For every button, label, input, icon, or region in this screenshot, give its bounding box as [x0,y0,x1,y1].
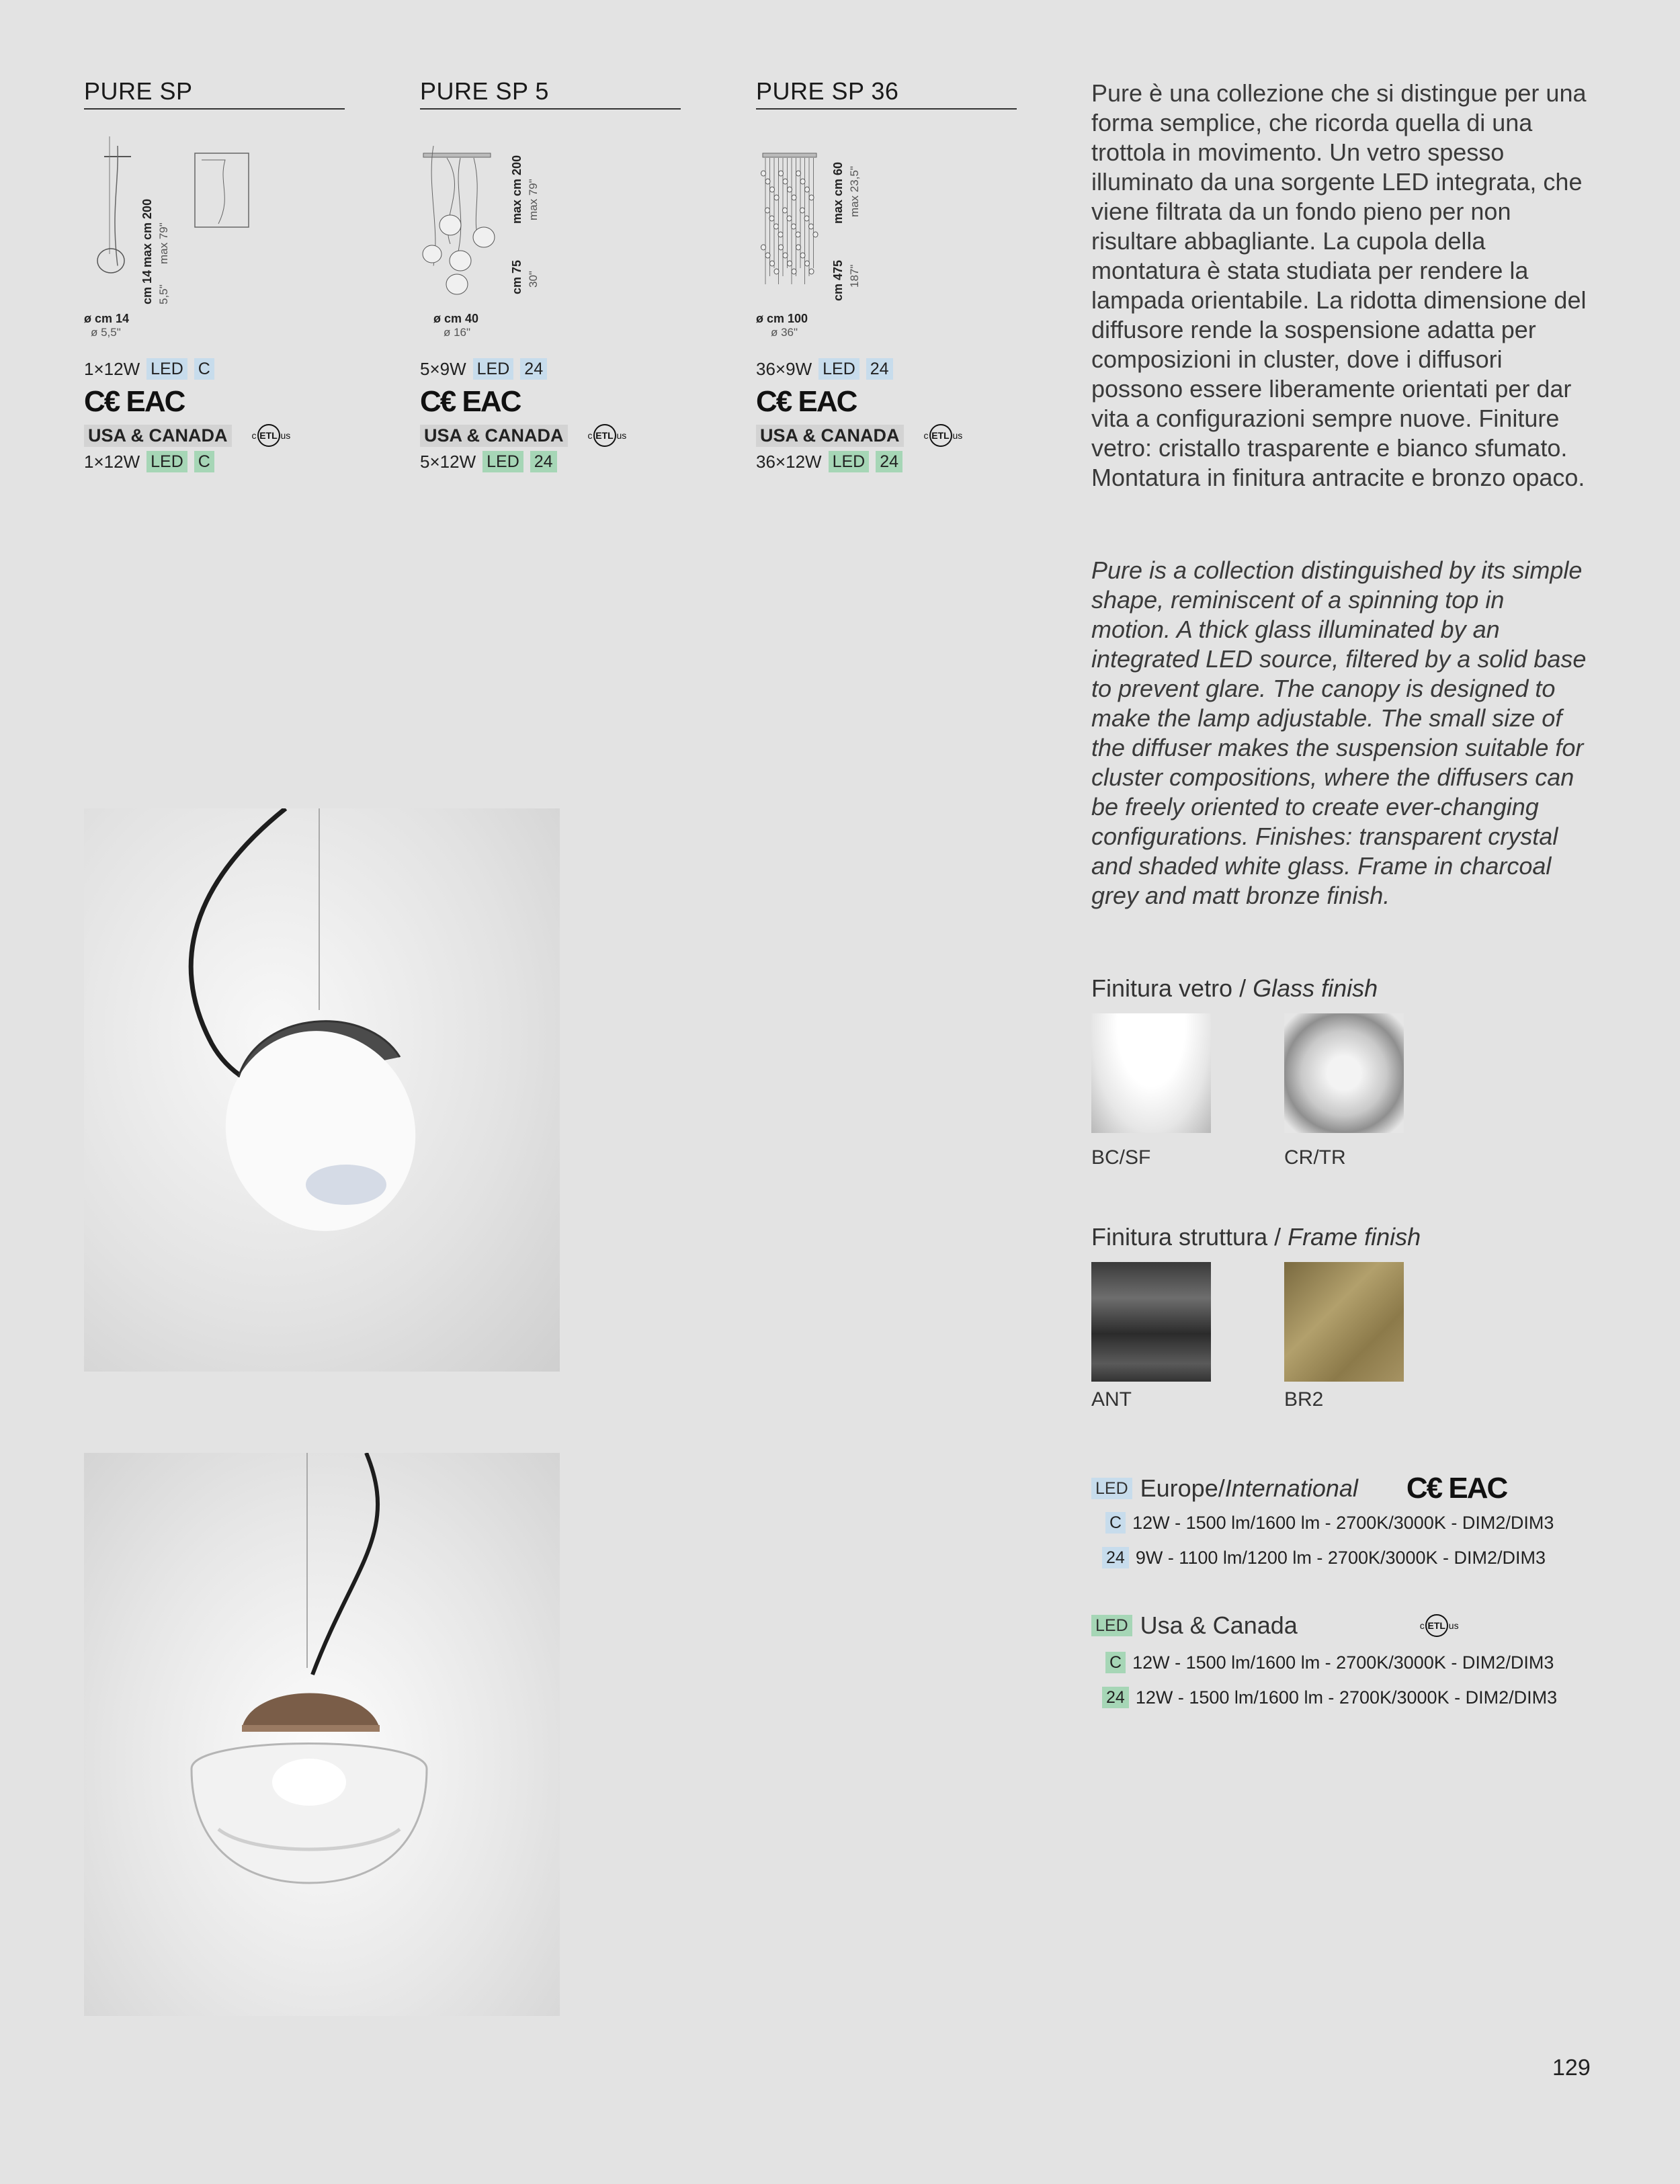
description-italian: Pure è una collezione che si distingue per una forma semplice, che ricorda quella di una trottola in movimento. Un vetro spesso illuminato da una sorgente LED integrata, che viene filtrata da un fondo pieno per non risultare abbagliante. La cupola della montatura è stata studiata per rendere la lampada orientabile. La ridotta dimensione del diffusore rende la sospensione adatta per composizioni in cluster, dove i diffusori possono essere liberamente orientati per dar vita a configurazioni sempre nuove. Finiture vetro: cristallo trasparente e bianco sfumato. Montatura in finitura antracite e bronzo opaco. [1091,79,1587,491]
cluster-diffuser [783,179,788,184]
cluster-diffuser [792,224,796,229]
cluster-diffuser [770,187,775,192]
cluster-diffuser [796,232,800,237]
led-badge: LED [1091,1478,1132,1499]
cluster-diffuser [765,253,770,258]
swatch-br2 [1284,1262,1404,1382]
eu-spec [756,358,1018,380]
led-europe-row [1105,1512,1554,1534]
height-label: cm 75 [510,259,523,294]
cluster-diffuser [796,171,801,176]
cluster-diffuser [813,232,818,237]
swatch-label: CR/TR [1284,1146,1346,1169]
code-tag: C [1105,1512,1126,1534]
usa-row [420,424,682,447]
led-europe-row [1102,1547,1546,1568]
pendant-illustration [84,808,560,1372]
led-usa-row [1102,1687,1557,1708]
cluster-diffuser [774,269,779,274]
eu-spec [84,358,346,380]
cluster-diffuser [783,253,788,258]
max-label: max cm 60 [831,161,845,224]
code-tag: 24 [1102,1547,1129,1568]
us-power: 36×12W [756,451,822,472]
usa-canada-label: USA & CANADA [420,425,568,447]
ce-eac-mark: C€ EAC [420,385,521,418]
cluster-diffuser [800,179,805,184]
swatch-label: BR2 [1284,1388,1324,1411]
led-europe-heading: LED Europe/International C€ EAC [1091,1472,1507,1505]
cluster-diffuser [765,208,770,213]
diameter-inch: ø 16" [444,326,471,339]
etl-icon: c ETL us [924,424,963,447]
cluster-diffuser [788,187,792,192]
product-pure-sp-5 [420,77,682,472]
usa-canada-label: USA & CANADA [756,425,904,447]
max-label: max cm 200 [140,198,154,267]
glass-finish-heading: Finitura vetro / Glass finish [1091,974,1378,1002]
cluster-diffuser [761,171,766,176]
cluster-diffuser [804,216,809,221]
height-inch: 30" [527,271,540,288]
height-label: cm 475 [831,259,845,301]
cluster-diffuser [809,224,814,229]
cluster-diffuser [809,195,814,200]
led-tag: LED [146,358,187,380]
eu-power: 5×9W [420,358,466,379]
cluster-diffuser [770,261,775,266]
led-tag: LED [818,358,859,380]
cluster-diffuser [778,232,783,237]
swatch-cr-tr [1284,1013,1404,1133]
us-spec [756,451,1018,472]
led-tag: LED [829,451,870,472]
cluster-diffuser [809,269,814,274]
code-tag: 24 [530,451,557,472]
cluster-diffuser [800,253,805,258]
cluster-diffuser [765,179,770,184]
led-tag: LED [146,451,187,472]
usa-row [84,424,346,447]
cluster-diffuser [761,245,766,250]
eu-spec [420,358,682,380]
usa-row [756,424,1018,447]
usa-canada-label: USA & CANADA [84,425,232,447]
ce-eac-mark: C€ EAC [756,385,857,418]
code-tag: 24 [876,451,902,472]
cluster-diffuser [774,224,779,229]
frame-finish-heading: Finitura struttura / Frame finish [1091,1223,1421,1251]
diameter-inch: ø 5,5" [91,326,121,339]
led-spec: 12W - 1500 lm/1600 lm - 2700K/3000K - DIM2/DIM3 [1132,1652,1554,1673]
code-tag: C [194,451,214,472]
led-usa-row [1105,1652,1554,1673]
cluster-diffuser [779,171,784,176]
pendant-illustration [84,1453,560,2016]
product-drawing [84,110,346,311]
cluster-diffuser [796,245,801,250]
max-inch: max 23,5" [848,166,861,217]
product-title: PURE SP [84,77,193,105]
swatch-bc-sf [1091,1013,1211,1133]
swatch-label: BC/SF [1091,1146,1151,1169]
height-inch: 187" [848,264,861,288]
led-tag: LED [473,358,514,380]
cluster-diffuser [787,216,792,221]
swatch-ant [1091,1262,1211,1382]
cluster-diffuser [792,269,796,274]
us-spec [84,451,346,472]
led-spec: 9W - 1100 lm/1200 lm - 2700K/3000K - DIM2/DIM3 [1135,1547,1546,1568]
led-spec: 12W - 1500 lm/1600 lm - 2700K/3000K - DIM2/DIM3 [1132,1512,1554,1533]
cluster-diffuser [805,261,810,266]
cluster-diffuser [769,216,774,221]
product-pure-sp-36 [756,77,1018,472]
cluster-diffuser [779,245,784,250]
diameter: ø cm 14 [84,312,130,325]
page-number: 129 [1552,2055,1591,2081]
cluster-diffuser [783,208,788,213]
etl-icon: c ETL us [252,424,291,447]
cluster-diffuser [805,187,810,192]
description-english: Pure is a collection distinguished by its simple shape, reminiscent of a spinning top in motion. A thick glass illuminated by an integrated LED source, filtered by a solid base to prevent glare. The canopy is designed to make the lamp adjustable. The small size of the diffuser makes the suspension suitable for cluster compositions, where the diffusers can be freely oriented to create ever-changing configurations. Finishes: transparent crystal and shaded white glass. Frame in charcoal grey and matt bronze finish. [1091,556,1587,909]
us-power: 1×12W [84,451,140,472]
led-usa-heading: LED Usa & Canada c ETL us [1091,1611,1459,1640]
eu-power: 36×9W [756,358,812,379]
led-badge: LED [1091,1615,1132,1636]
led-tag: LED [482,451,523,472]
etl-icon: c ETL us [1420,1614,1459,1637]
diameter: ø cm 40 [433,312,479,325]
cluster-diffuser [788,261,792,266]
ce-eac-mark: C€ EAC [84,385,185,418]
ce-eac-mark: C€ EAC [1406,1472,1507,1505]
code-tag: 24 [520,358,547,380]
max-label: max cm 200 [510,155,523,224]
eu-power: 1×12W [84,358,140,379]
height-inch: 5,5" [157,284,170,304]
photo-crystal-pendant [84,1453,560,2016]
product-pure-sp [84,77,346,472]
diameter: ø cm 100 [756,312,808,325]
max-inch: max 79" [157,222,170,264]
cluster-diffuser [792,195,796,200]
max-inch: max 79" [527,179,540,220]
product-drawing [756,110,1018,311]
code-tag: C [1105,1652,1126,1673]
code-tag: 24 [1102,1687,1129,1708]
us-power: 5×12W [420,451,476,472]
product-title: PURE SP 5 [420,77,549,105]
swatch-label: ANT [1091,1388,1132,1411]
diameter-inch: ø 36" [771,326,798,339]
code-tag: C [194,358,214,380]
photo-white-pendant [84,808,560,1372]
led-spec: 12W - 1500 lm/1600 lm - 2700K/3000K - DIM2/DIM3 [1135,1687,1558,1708]
height-label: cm 14 [140,269,154,304]
cluster-diffuser [774,195,779,200]
code-tag: 24 [866,358,893,380]
cluster-diffuser [800,208,805,213]
us-spec [420,451,682,472]
etl-icon: c ETL us [588,424,627,447]
product-drawing [420,110,682,311]
product-title: PURE SP 36 [756,77,899,105]
